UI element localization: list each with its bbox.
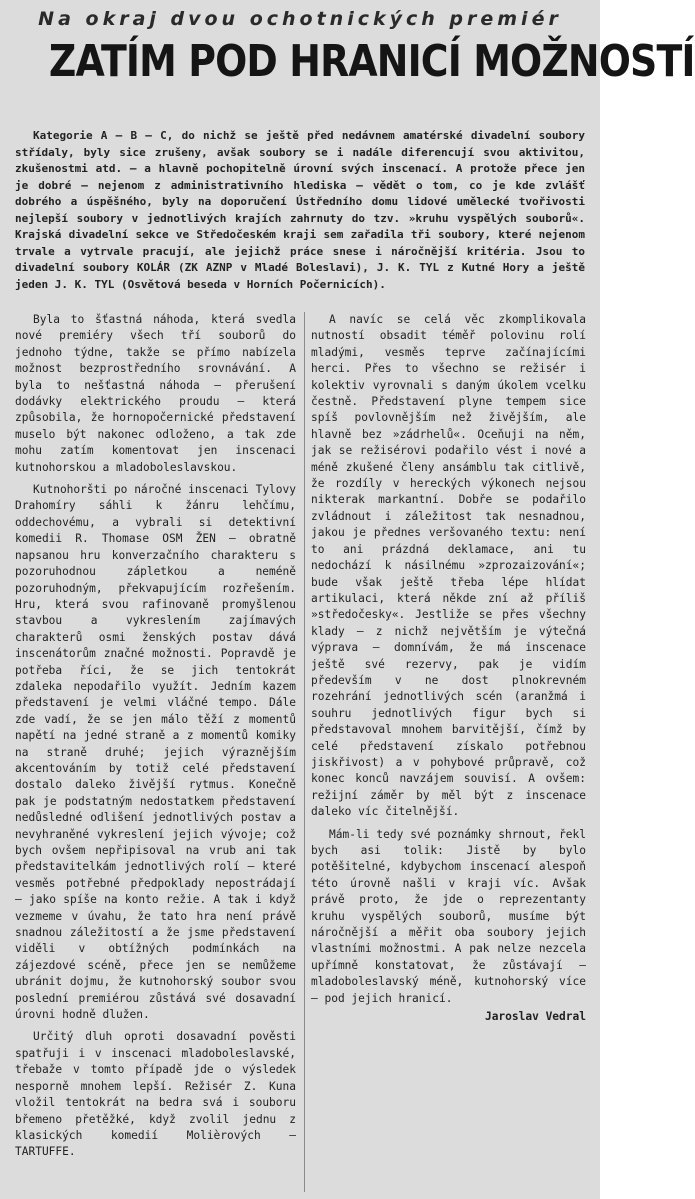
article-lead [15,128,585,293]
body-paragraph: Mám-li tedy své poznámky shrnout, řekl bych asi tolik: Jistě by bylo potěšitelné, kdybychom inscenací alespoň této úrovně našli v kraji víc. Avšak právě proto, že jde o reprezentanty kruhu vyspělých souborů, musíme být náročnější a měřit oba soubory jejich vlastními možnostmi. A pak nelze nezcela upřímně konstatovat, že zůstávají — mladoboleslavský méně, kutnohorský více — pod jejich hranicí. [311,827,586,1005]
body-paragraph: Určitý dluh oproti dosavadní pověsti spatřuji i v inscenaci mladoboleslavské, třebaže v tomto případě jde o výsledek nesporně mnohem lepší. Režisér Z. Kuna vložil tentokrát na bedra svá i souboru břemeno přetěžké, když zvolil jednu z klasických komedií Molièrových — TARTUFFE. [15,1030,296,1159]
lead-paragraph: Kategorie A — B — C, do nichž se ještě před nedávnem amatérské divadelní soubory střídaly, byly sice zrušeny, avšak soubory se i nadále diferencují svou aktivitou, zkušenostmi atd. — a hlavně pochopitelně úrovní svých inscenací. A protože přece jen je dobré — nejenom z administrativního hlediska — vědět o tom, co je kde zvlášť dobrého a úspěšného, byly na doporučení Ústředního domu lidové umělecké tvořivosti nejlepší soubory v jednotlivých krajích zahrnuty do tzv. »kruhu vyspělých souborů«. Krajská divadelní sekce ve Středočeském kraji sem zařadila tři soubory, které nejenom trvale a vytrvale pracují, ale jejichž práce snese i náročnější kritéria. Jsou to divadelní soubory KOLÁR (ZK AZNP v Mladé Boleslavi), J. K. TYL z Kutné Hory a ještě jeden J. K. TYL (Osvětová beseda v Horních Počernicích). [15,129,585,291]
body-paragraph: Kutnohoršti po náročné inscenaci Tylovy Drahomíry sáhli k žánru lehčímu, oddechovému, a vybrali si detektivní komedii R. Thomase OSM ŽEN — obratně napsanou hru konverzačního charakteru s pozoruhodnou zápletkou a neméně pozoruhodným, překvapujícím rozřešením. Hru, která svou rafinovaně promyšlenou stavbou a vykreslením zajímavých charakterů osmi ženských postav dává inscenátorům značné možnosti. Popravdě je potřeba říci, že se jich tentokrát zdaleka nepodařilo využít. Jedním kazem představení je velmi vláčné tempo. Dále zde vadí, že se jen málo těží z momentů napětí na jedné straně a z momentů komiky na straně druhé; jejich výraznějším akcentováním by totiž celé představení dostalo daleko živější rytmus. Konečně pak je podstatným nedostatkem představení nedůsledné odlišení jednotlivých postav a nevyhraněné vykreslení jejich vývoje; což bych ovšem nepřipisoval na vrub ani tak představitelkám jednotlivých rolí — které vesměs potřebné předpoklady nepostrádají — jako spíše na konto režie. A tak i když vezmeme v úvahu, že tato hra není právě snadnou záležitostí a že jsme představení viděli v obtížných podmínkách na zájezdové scéně, přece jen se nemůžeme ubránit dojmu, že kutnohorský soubor svou poslední premiérou zůstává své dosavadní úrovni hodně dlužen. [15,483,296,1022]
author-signature: Jaroslav Vedral [484,1010,586,1024]
article-kicker: Na okraj dvou ochotnických premiér [38,8,562,30]
left-column [15,312,296,1161]
article-headline: ZATÍM POD HRANICÍ MOŽNOSTÍ [48,36,695,87]
body-paragraph: A navíc se celá věc zkomplikovala nutností obsadit téměř polovinu rolí mladými, vesměs teprve začínajícími herci. Přes to všechno se režisér i kolektiv vyrovnali s daným úkolem vcelku čestně. Představení plyne tempem sice spíš povlovnějším než živějším, ale hlavně bez »zádrhelů«. Oceňuji na něm, jak se režisérovi podařilo vést i nové a méně zkušené členy ansámblu tak citlivě, že rozdíly v hereckých výkonech nejsou nikterak markantní. Dobře se podařilo zvládnout i záležitost tak nesnadnou, jakou je přednes veršovaného textu: není to ani prázdná deklamace, ani tu nedochází k násilnému »zprozaizování«; bude však ještě třeba lépe hlídat artikulaci, která někde zní až příliš »středočesky«. Jestliže se přes všechny klady — z nichž největším je výtečná výprava — domnívám, že má inscenace ještě své rezervy, pak je vidím především v ne dost plnokrevném rozehrání jednotlivých scén (aranžmá i souhru jednotlivých figur bych si představoval mnohem barvitější, čímž by celé představení získalo potřebnou jiskřivost) a v pohybové průpravě, což konec konců navzájem souvisí. A ovšem: režijní záměr by měl být z inscenace daleko víc čitelnější. [311,313,586,819]
column-divider [304,312,305,1192]
right-column [311,312,586,1025]
body-paragraph: Byla to šťastná náhoda, která svedla nové premiéry všech tří souborů do jednoho týdne, takže se přímo nabízela možnost bezprostředního srovnávání. A byla to nešťastná náhoda — přerušení dodávky elektrického proudu — která způsobila, že hornopočernické představení muselo být nakonec odloženo, a tak zde mohu zatím komentovat jen inscenaci kutnohorskou a mladoboleslavskou. [15,313,296,474]
